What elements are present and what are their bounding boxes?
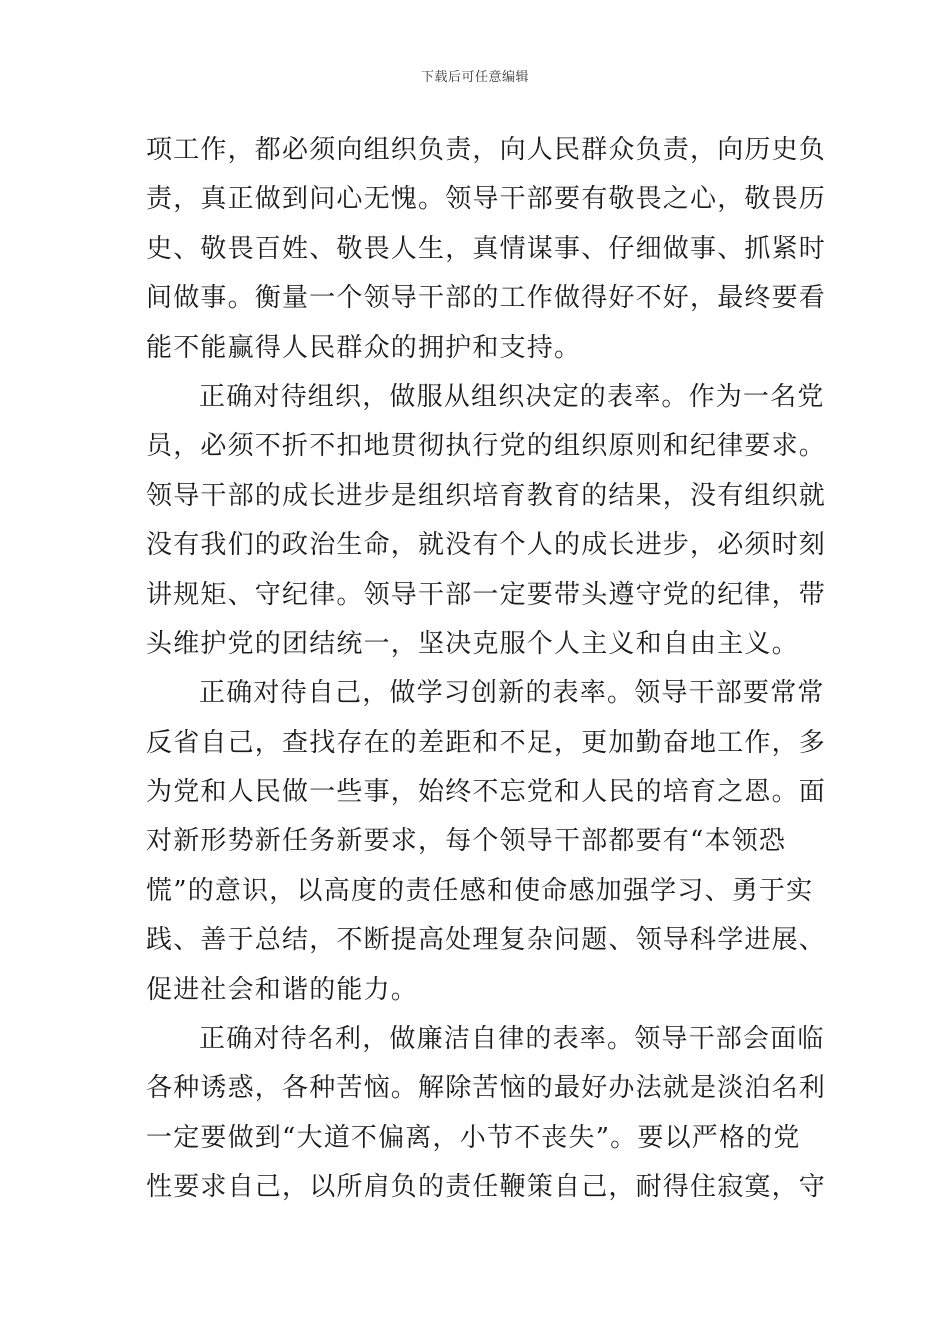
text-line: 性要求自己，以所肩负的责任鞭策自己，耐得住寂寞，守: [146, 1172, 827, 1203]
text-line: 间做事。衡量一个领导干部的工作做得好不好，最终要看: [146, 283, 827, 314]
text-line: 为党和人民做一些事，始终不忘党和人民的培育之恩。面: [146, 777, 827, 808]
paragraph-first-line: 正确对待名利，做廉洁自律的表率。领导干部会面临: [199, 1024, 825, 1055]
paragraph-first-line: 正确对待组织，做服从组织决定的表率。作为一名党: [199, 381, 825, 412]
text-line: 促进社会和谐的能力。: [146, 974, 419, 1005]
text-line: 反省自己，查找存在的差距和不足，更加勤奋地工作，多: [146, 727, 827, 758]
text-line: 践、善于总结，不断提高处理复杂问题、领导科学进展、: [146, 925, 827, 956]
page-header: 下载后可任意编辑: [420, 70, 529, 85]
text-line: 员，必须不折不扣地贯彻执行党的组织原则和纪律要求。: [146, 431, 827, 462]
text-line: 讲规矩、守纪律。领导干部一定要带头遵守党的纪律，带: [146, 579, 827, 610]
text-line: 能不能赢得人民群众的拥护和支持。: [146, 332, 582, 363]
paragraph-first-line: 正确对待自己，做学习创新的表率。领导干部要常常: [199, 678, 825, 709]
text-line: 没有我们的政治生命，就没有个人的成长进步，必须时刻: [146, 530, 827, 561]
text-line: 领导干部的成长进步是组织培育教育的结果，没有组织就: [146, 480, 827, 511]
text-line: 头维护党的团结统一，坚决克服个人主义和自由主义。: [146, 628, 799, 659]
text-line: 史、敬畏百姓、敬畏人生，真情谋事、仔细做事、抓紧时: [146, 233, 827, 264]
text-line: 项工作，都必须向组织负责，向人民群众负责，向历史负: [146, 135, 827, 165]
text-line: 各种诱惑，各种苦恼。解除苦恼的最好办法就是淡泊名利: [146, 1073, 827, 1104]
text-line: 慌”的意识，以高度的责任感和使命感加强学习、勇于实: [146, 875, 814, 906]
text-line: 对新形势新任务新要求，每个领导干部都要有“本领恐: [146, 826, 787, 857]
text-line: 一定要做到“大道不偏离，小节不丧失”。要以严格的党: [146, 1122, 801, 1153]
text-line: 责，真正做到问心无愧。领导干部要有敬畏之心，敬畏历: [146, 184, 827, 215]
body-text: [146, 126, 827, 1213]
